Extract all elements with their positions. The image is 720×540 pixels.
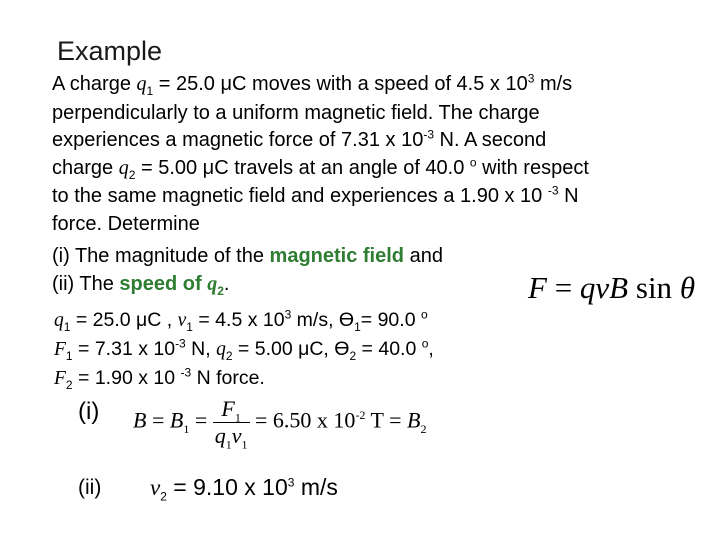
given-line-1: $q_1 = 25.0$ μC , $v_1 = 4.5$ x $10^3$ m/s, $Ɵ_1= 90.0$ $^o$ [54,307,428,334]
force-over-qv-fraction: $\frac{F_1}{q_1v_1}$ [214,396,248,452]
problem-line-3: experiences a magnetic force of 7.31 x $10^{-3}$ N. A second [52,127,547,151]
answer-i-label: (i) [78,398,100,425]
lorentz-force-formula: F = qvB sin θ [528,270,696,305]
problem-line-4: charge $q_2 = 5.00$ μC travels at an angle of 40.0 $^o$ with respect [52,155,589,182]
problem-line-2: perpendicularly to a uniform magnetic field. The charge [52,102,540,124]
problem-question-i: (i) The magnitude of the magnetic field and [52,245,443,267]
answer-ii-label: (ii) [78,476,102,499]
problem-question-ii: (ii) The speed of $q_2$. [52,273,230,298]
problem-line-5: to the same magnetic field and experiences a 1.90 x 10 $^{-3}$ N [52,183,579,207]
problem-line-1: A charge $q_1 = 25.0$ μC moves with a speed of 4.5 x $10^3$ m/s [52,71,573,98]
given-line-2: $F_1 = 7.31$ x $10^{-3}$ N, $q_2 = 5.00$ μC, $Ɵ_2 = 40.0$ $^o$, [54,336,434,363]
answer-i-equation: $B = B_1$ = $\frac{F_1}{q_1v_1}$ = 6.50 x $10^{-2}$ $T = B_2$ [133,396,427,452]
given-line-3: $F_2 = 1.90$ x 10 $^{-3}$ N force. [54,365,265,392]
example-title: Example [57,36,163,66]
answer-ii-value: $v_2 = 9.10$ x $10^3$ m/s [150,474,338,504]
problem-line-6: force. Determine [52,213,200,235]
